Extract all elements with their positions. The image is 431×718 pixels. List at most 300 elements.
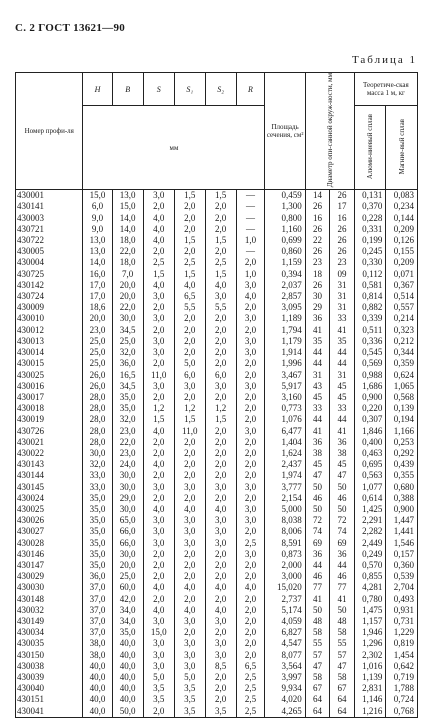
cell-profile-number: 430030 bbox=[16, 582, 83, 593]
table-row bbox=[16, 426, 418, 437]
cell-S2: 2,0 bbox=[205, 426, 236, 437]
cell-B: 22,0 bbox=[112, 246, 143, 257]
cell-profile-number: 430004 bbox=[16, 257, 83, 268]
cell-H: 30,0 bbox=[83, 448, 112, 459]
table-row bbox=[16, 235, 418, 246]
cell-mass-magn: 0,719 bbox=[386, 672, 418, 683]
cell-S2: 6,0 bbox=[205, 370, 236, 381]
cell-S: 3,0 bbox=[143, 616, 174, 627]
cell-B: 40,0 bbox=[112, 661, 143, 672]
cell-R: 1,0 bbox=[236, 235, 265, 246]
cell-mass-alum: 0,780 bbox=[354, 594, 386, 605]
cell-area: 8,038 bbox=[265, 515, 305, 526]
cell-H: 16,0 bbox=[83, 269, 112, 280]
col-alum-header: Алюми-ниевый сплав bbox=[354, 106, 386, 190]
cell-R: 2,0 bbox=[236, 392, 265, 403]
cell-R: 2,5 bbox=[236, 538, 265, 549]
cell-mass-alum: 1,425 bbox=[354, 504, 386, 515]
cell-B: 50,0 bbox=[112, 706, 143, 718]
cell-S: 3,0 bbox=[143, 381, 174, 392]
cell-area: 6,827 bbox=[265, 627, 305, 638]
cell-S: 5,0 bbox=[143, 672, 174, 683]
cell-cycle: 55 bbox=[330, 638, 355, 649]
cell-R: 2,0 bbox=[236, 526, 265, 537]
cell-H: 20,0 bbox=[83, 313, 112, 324]
cell-mass-alum: 2,831 bbox=[354, 683, 386, 694]
cell-cycle: 26 bbox=[330, 190, 355, 202]
cell-R: 3,0 bbox=[236, 504, 265, 515]
table-row bbox=[16, 448, 418, 459]
cell-S: 3,0 bbox=[143, 538, 174, 549]
cell-diameter: 48 bbox=[305, 616, 330, 627]
cell-profile-number: 430010 bbox=[16, 313, 83, 324]
cell-area: 3,160 bbox=[265, 392, 305, 403]
cell-cycle: 26 bbox=[330, 224, 355, 235]
cell-diameter: 58 bbox=[305, 672, 330, 683]
cell-mass-magn: 0,214 bbox=[386, 313, 418, 324]
cell-mass-magn: 1,546 bbox=[386, 538, 418, 549]
table-row bbox=[16, 650, 418, 661]
cell-S2: 1,5 bbox=[205, 269, 236, 280]
cell-H: 35,0 bbox=[83, 526, 112, 537]
cell-profile-number: 430041 bbox=[16, 706, 83, 718]
cell-cycle: 72 bbox=[330, 515, 355, 526]
cell-mass-alum: 0,331 bbox=[354, 224, 386, 235]
cell-area: 0,860 bbox=[265, 246, 305, 257]
cell-S2: 2,0 bbox=[205, 594, 236, 605]
table-row bbox=[16, 336, 418, 347]
table-row bbox=[16, 347, 418, 358]
cell-S: 1,5 bbox=[143, 269, 174, 280]
cell-area: 1,794 bbox=[265, 325, 305, 336]
cell-R: — bbox=[236, 201, 265, 212]
table-row bbox=[16, 661, 418, 672]
cell-S1: 2,0 bbox=[174, 493, 205, 504]
cell-cycle: 74 bbox=[330, 526, 355, 537]
cell-mass-alum: 1,146 bbox=[354, 694, 386, 705]
col-S2-header: S₂ bbox=[205, 73, 236, 106]
cell-S1: 2,0 bbox=[174, 224, 205, 235]
cell-H: 13,0 bbox=[83, 235, 112, 246]
cell-diameter: 26 bbox=[305, 246, 330, 257]
cell-S: 1,2 bbox=[143, 403, 174, 414]
cell-area: 8,591 bbox=[265, 538, 305, 549]
cell-S2: 3,0 bbox=[205, 650, 236, 661]
cell-R: 2,0 bbox=[236, 560, 265, 571]
cell-S2: 3,0 bbox=[205, 515, 236, 526]
cell-cycle: 41 bbox=[330, 594, 355, 605]
cell-S2: 3,0 bbox=[205, 482, 236, 493]
cell-cycle: 31 bbox=[330, 280, 355, 291]
cell-profile-number: 430035 bbox=[16, 638, 83, 649]
table-row bbox=[16, 482, 418, 493]
cell-S: 2,0 bbox=[143, 246, 174, 257]
table-title: Таблица 1 bbox=[351, 54, 417, 66]
cell-mass-magn: 1,454 bbox=[386, 650, 418, 661]
cell-diameter: 30 bbox=[305, 291, 330, 302]
cell-S1: 2,0 bbox=[174, 549, 205, 560]
cell-S1: 3,0 bbox=[174, 515, 205, 526]
cell-mass-magn: 0,724 bbox=[386, 694, 418, 705]
cell-area: 1,404 bbox=[265, 437, 305, 448]
cell-mass-magn: 0,155 bbox=[386, 246, 418, 257]
cell-S: 3,0 bbox=[143, 347, 174, 358]
cell-diameter: 36 bbox=[305, 313, 330, 324]
cell-S: 2,0 bbox=[143, 493, 174, 504]
cell-cycle: 31 bbox=[330, 302, 355, 313]
cell-cycle: 44 bbox=[330, 560, 355, 571]
cell-S: 2,0 bbox=[143, 594, 174, 605]
cell-mass-alum: 1,016 bbox=[354, 661, 386, 672]
cell-S: 2,0 bbox=[143, 358, 174, 369]
cell-S1: 2,0 bbox=[174, 213, 205, 224]
cell-diameter: 50 bbox=[305, 605, 330, 616]
cell-R: 2,0 bbox=[236, 325, 265, 336]
cell-mass-alum: 0,245 bbox=[354, 246, 386, 257]
cell-diameter: 35 bbox=[305, 336, 330, 347]
cell-cycle: 57 bbox=[330, 650, 355, 661]
cell-diameter: 29 bbox=[305, 302, 330, 313]
cell-cycle: 41 bbox=[330, 325, 355, 336]
cell-S: 2,0 bbox=[143, 560, 174, 571]
cell-profile-number: 430012 bbox=[16, 325, 83, 336]
col-mm-unit: мм bbox=[83, 106, 265, 190]
table-row bbox=[16, 582, 418, 593]
cell-area: 2,737 bbox=[265, 594, 305, 605]
cell-area: 2,437 bbox=[265, 459, 305, 470]
cell-S1: 6,0 bbox=[174, 370, 205, 381]
cell-mass-alum: 1,157 bbox=[354, 616, 386, 627]
cell-S2: 2,0 bbox=[205, 313, 236, 324]
cell-mass-alum: 0,511 bbox=[354, 325, 386, 336]
cell-S1: 3,0 bbox=[174, 638, 205, 649]
cell-S1: 3,5 bbox=[174, 694, 205, 705]
cell-S1: 1,5 bbox=[174, 235, 205, 246]
cell-B: 34,5 bbox=[112, 381, 143, 392]
table-row bbox=[16, 291, 418, 302]
cell-mass-magn: 0,209 bbox=[386, 257, 418, 268]
cell-H: 9,0 bbox=[83, 213, 112, 224]
cell-area: 0,773 bbox=[265, 403, 305, 414]
table-row bbox=[16, 594, 418, 605]
cell-profile-number: 430144 bbox=[16, 470, 83, 481]
cell-R: 2,0 bbox=[236, 448, 265, 459]
cell-H: 33,0 bbox=[83, 482, 112, 493]
cell-mass-magn: 0,439 bbox=[386, 459, 418, 470]
cell-profile-number: 430722 bbox=[16, 235, 83, 246]
cell-area: 1,160 bbox=[265, 224, 305, 235]
cell-profile-number: 430149 bbox=[16, 616, 83, 627]
cell-cycle: 36 bbox=[330, 437, 355, 448]
cell-S: 2,0 bbox=[143, 470, 174, 481]
cell-diameter: 74 bbox=[305, 526, 330, 537]
cell-S2: 1,5 bbox=[205, 190, 236, 202]
cell-H: 14,0 bbox=[83, 257, 112, 268]
table-row bbox=[16, 616, 418, 627]
cell-R: 2,0 bbox=[236, 616, 265, 627]
cell-H: 26,0 bbox=[83, 381, 112, 392]
cell-mass-alum: 0,569 bbox=[354, 358, 386, 369]
cell-area: 3,467 bbox=[265, 370, 305, 381]
cell-S2: 1,2 bbox=[205, 403, 236, 414]
cell-mass-magn: 1,229 bbox=[386, 627, 418, 638]
cell-R: 2,0 bbox=[236, 403, 265, 414]
table-row bbox=[16, 246, 418, 257]
cell-cycle: 16 bbox=[330, 213, 355, 224]
cell-mass-alum: 1,077 bbox=[354, 482, 386, 493]
cell-mass-magn: 2,704 bbox=[386, 582, 418, 593]
cell-mass-magn: 1,065 bbox=[386, 381, 418, 392]
cell-B: 22,0 bbox=[112, 437, 143, 448]
cell-profile-number: 430142 bbox=[16, 280, 83, 291]
cell-mass-magn: 0,680 bbox=[386, 482, 418, 493]
cell-S1: 5,0 bbox=[174, 672, 205, 683]
cell-H: 25,0 bbox=[83, 336, 112, 347]
cell-area: 0,873 bbox=[265, 549, 305, 560]
cell-S2: 4,0 bbox=[205, 280, 236, 291]
col-H-header: H bbox=[83, 73, 112, 106]
table-row bbox=[16, 549, 418, 560]
cell-mass-magn: 0,642 bbox=[386, 661, 418, 672]
cell-area: 1,974 bbox=[265, 470, 305, 481]
cell-S1: 6,5 bbox=[174, 291, 205, 302]
cell-R: 2,0 bbox=[236, 493, 265, 504]
cell-area: 1,300 bbox=[265, 201, 305, 212]
cell-area: 2,037 bbox=[265, 280, 305, 291]
cell-B: 30,0 bbox=[112, 482, 143, 493]
cell-mass-alum: 0,463 bbox=[354, 448, 386, 459]
cell-cycle: 36 bbox=[330, 549, 355, 560]
cell-profile-number: 430146 bbox=[16, 549, 83, 560]
cell-area: 8,006 bbox=[265, 526, 305, 537]
cell-mass-alum: 0,249 bbox=[354, 549, 386, 560]
cell-S1: 2,0 bbox=[174, 246, 205, 257]
cell-mass-alum: 1,946 bbox=[354, 627, 386, 638]
table-row bbox=[16, 414, 418, 425]
cell-cycle: 48 bbox=[330, 616, 355, 627]
cell-H: 32,0 bbox=[83, 459, 112, 470]
cell-B: 65,0 bbox=[112, 515, 143, 526]
cell-B: 18,0 bbox=[112, 235, 143, 246]
cell-S2: 4,0 bbox=[205, 582, 236, 593]
cell-B: 34,0 bbox=[112, 605, 143, 616]
cell-cycle: 46 bbox=[330, 493, 355, 504]
cell-S: 4,0 bbox=[143, 280, 174, 291]
cell-R: 3,0 bbox=[236, 482, 265, 493]
cell-S1: 1,5 bbox=[174, 414, 205, 425]
cell-mass-magn: 0,388 bbox=[386, 493, 418, 504]
cell-profile-number: 430039 bbox=[16, 672, 83, 683]
col-S1-header: S₁ bbox=[174, 73, 205, 106]
cell-profile-number: 430029 bbox=[16, 571, 83, 582]
cell-S1: 4,0 bbox=[174, 504, 205, 515]
table-row bbox=[16, 683, 418, 694]
cell-profile-number: 430721 bbox=[16, 224, 83, 235]
cell-H: 35,0 bbox=[83, 504, 112, 515]
cell-diameter: 36 bbox=[305, 549, 330, 560]
cell-area: 0,459 bbox=[265, 190, 305, 202]
table-row bbox=[16, 370, 418, 381]
cell-S2: 2,0 bbox=[205, 325, 236, 336]
cell-S2: 5,5 bbox=[205, 302, 236, 313]
cell-diameter: 44 bbox=[305, 414, 330, 425]
cell-area: 2,000 bbox=[265, 560, 305, 571]
cell-S1: 1,5 bbox=[174, 190, 205, 202]
cell-S: 2,0 bbox=[143, 392, 174, 403]
cell-S: 3,0 bbox=[143, 190, 174, 202]
cell-cycle: 58 bbox=[330, 672, 355, 683]
cell-S: 4,0 bbox=[143, 504, 174, 515]
cell-mass-alum: 1,139 bbox=[354, 672, 386, 683]
table-row bbox=[16, 381, 418, 392]
cell-S2: 3,5 bbox=[205, 706, 236, 718]
cell-area: 0,800 bbox=[265, 213, 305, 224]
cell-profile-number: 430019 bbox=[16, 414, 83, 425]
cell-S1: 2,0 bbox=[174, 201, 205, 212]
cell-diameter: 64 bbox=[305, 694, 330, 705]
cell-mass-alum: 0,563 bbox=[354, 470, 386, 481]
cell-diameter: 64 bbox=[305, 706, 330, 718]
cell-area: 1,996 bbox=[265, 358, 305, 369]
cell-B: 16,5 bbox=[112, 370, 143, 381]
col-R-header: R bbox=[236, 73, 265, 106]
cell-B: 66,0 bbox=[112, 538, 143, 549]
cell-S2: 4,0 bbox=[205, 605, 236, 616]
cell-B: 25,0 bbox=[112, 336, 143, 347]
cell-R: 3,0 bbox=[236, 347, 265, 358]
table-row bbox=[16, 201, 418, 212]
cell-diameter: 57 bbox=[305, 650, 330, 661]
cell-mass-alum: 0,900 bbox=[354, 392, 386, 403]
cell-area: 1,189 bbox=[265, 313, 305, 324]
cell-profile-number: 430017 bbox=[16, 392, 83, 403]
table-body bbox=[16, 190, 418, 718]
cell-mass-alum: 0,400 bbox=[354, 437, 386, 448]
cell-cycle: 47 bbox=[330, 661, 355, 672]
cell-S2: 2,0 bbox=[205, 213, 236, 224]
cell-cycle: 26 bbox=[330, 235, 355, 246]
cell-S1: 4,0 bbox=[174, 605, 205, 616]
cell-diameter: 44 bbox=[305, 347, 330, 358]
cell-mass-magn: 0,568 bbox=[386, 392, 418, 403]
cell-mass-magn: 0,493 bbox=[386, 594, 418, 605]
cell-B: 29,0 bbox=[112, 493, 143, 504]
cell-diameter: 45 bbox=[305, 459, 330, 470]
cell-diameter: 72 bbox=[305, 515, 330, 526]
cell-R: 3,0 bbox=[236, 515, 265, 526]
cell-profile-number: 430024 bbox=[16, 493, 83, 504]
cell-S1: 3,5 bbox=[174, 706, 205, 718]
cell-H: 13,0 bbox=[83, 246, 112, 257]
cell-mass-magn: 0,514 bbox=[386, 291, 418, 302]
cell-mass-magn: 0,539 bbox=[386, 571, 418, 582]
cell-S1: 2,0 bbox=[174, 459, 205, 470]
cell-S2: 2,0 bbox=[205, 336, 236, 347]
cell-area: 0,394 bbox=[265, 269, 305, 280]
cell-S2: 2,0 bbox=[205, 224, 236, 235]
cell-H: 28,0 bbox=[83, 426, 112, 437]
table-row bbox=[16, 560, 418, 571]
table-row bbox=[16, 224, 418, 235]
cell-mass-magn: 0,557 bbox=[386, 302, 418, 313]
cell-S: 2,0 bbox=[143, 437, 174, 448]
cell-mass-magn: 0,731 bbox=[386, 616, 418, 627]
cell-R: 3,0 bbox=[236, 381, 265, 392]
cell-R: 2,5 bbox=[236, 672, 265, 683]
table-row bbox=[16, 706, 418, 718]
cell-area: 3,564 bbox=[265, 661, 305, 672]
cell-mass-magn: 0,292 bbox=[386, 448, 418, 459]
table-row bbox=[16, 358, 418, 369]
table-row bbox=[16, 459, 418, 470]
cell-S1: 1,5 bbox=[174, 269, 205, 280]
cell-B: 14,0 bbox=[112, 224, 143, 235]
cell-diameter: 41 bbox=[305, 594, 330, 605]
cell-S: 3,0 bbox=[143, 515, 174, 526]
cell-S2: 2,0 bbox=[205, 571, 236, 582]
cell-S1: 2,0 bbox=[174, 560, 205, 571]
cell-cycle: 45 bbox=[330, 392, 355, 403]
cell-profile-number: 430014 bbox=[16, 347, 83, 358]
cell-S: 4,0 bbox=[143, 224, 174, 235]
cell-S2: 2,0 bbox=[205, 683, 236, 694]
cell-profile-number: 430016 bbox=[16, 381, 83, 392]
cell-cycle: 31 bbox=[330, 370, 355, 381]
cell-cycle: 09 bbox=[330, 269, 355, 280]
cell-cycle: 77 bbox=[330, 582, 355, 593]
cell-mass-alum: 0,330 bbox=[354, 257, 386, 268]
table-row bbox=[16, 269, 418, 280]
table-row bbox=[16, 605, 418, 616]
cell-mass-magn: 0,157 bbox=[386, 549, 418, 560]
col-S-header: S bbox=[143, 73, 174, 106]
cell-area: 8,077 bbox=[265, 650, 305, 661]
cell-S1: 5,5 bbox=[174, 302, 205, 313]
table-row bbox=[16, 694, 418, 705]
table-row bbox=[16, 504, 418, 515]
cell-R: 3,0 bbox=[236, 313, 265, 324]
cell-mass-magn: 0,194 bbox=[386, 414, 418, 425]
cell-S2: 3,0 bbox=[205, 291, 236, 302]
cell-S2: 1,5 bbox=[205, 414, 236, 425]
cell-S1: 2,5 bbox=[174, 257, 205, 268]
cell-cycle: 44 bbox=[330, 414, 355, 425]
table-row bbox=[16, 672, 418, 683]
cell-cycle: 50 bbox=[330, 504, 355, 515]
cell-H: 40,0 bbox=[83, 672, 112, 683]
cell-S1: 1,2 bbox=[174, 403, 205, 414]
cell-mass-magn: 0,360 bbox=[386, 560, 418, 571]
cell-S1: 3,0 bbox=[174, 526, 205, 537]
cell-S: 2,0 bbox=[143, 706, 174, 718]
cell-R: 6,5 bbox=[236, 661, 265, 672]
table-row bbox=[16, 493, 418, 504]
cell-mass-magn: 0,359 bbox=[386, 358, 418, 369]
cell-H: 28,0 bbox=[83, 392, 112, 403]
cell-R: 2,0 bbox=[236, 437, 265, 448]
cell-S1: 2,0 bbox=[174, 470, 205, 481]
cell-S2: 2,0 bbox=[205, 470, 236, 481]
cell-diameter: 38 bbox=[305, 448, 330, 459]
cell-S2: 3,0 bbox=[205, 526, 236, 537]
cell-R: 2,5 bbox=[236, 706, 265, 718]
cell-R: 4,0 bbox=[236, 291, 265, 302]
cell-H: 37,0 bbox=[83, 616, 112, 627]
cell-R: 2,0 bbox=[236, 650, 265, 661]
cell-mass-alum: 0,228 bbox=[354, 213, 386, 224]
cell-profile-number: 430026 bbox=[16, 515, 83, 526]
cell-S1: 2,0 bbox=[174, 313, 205, 324]
